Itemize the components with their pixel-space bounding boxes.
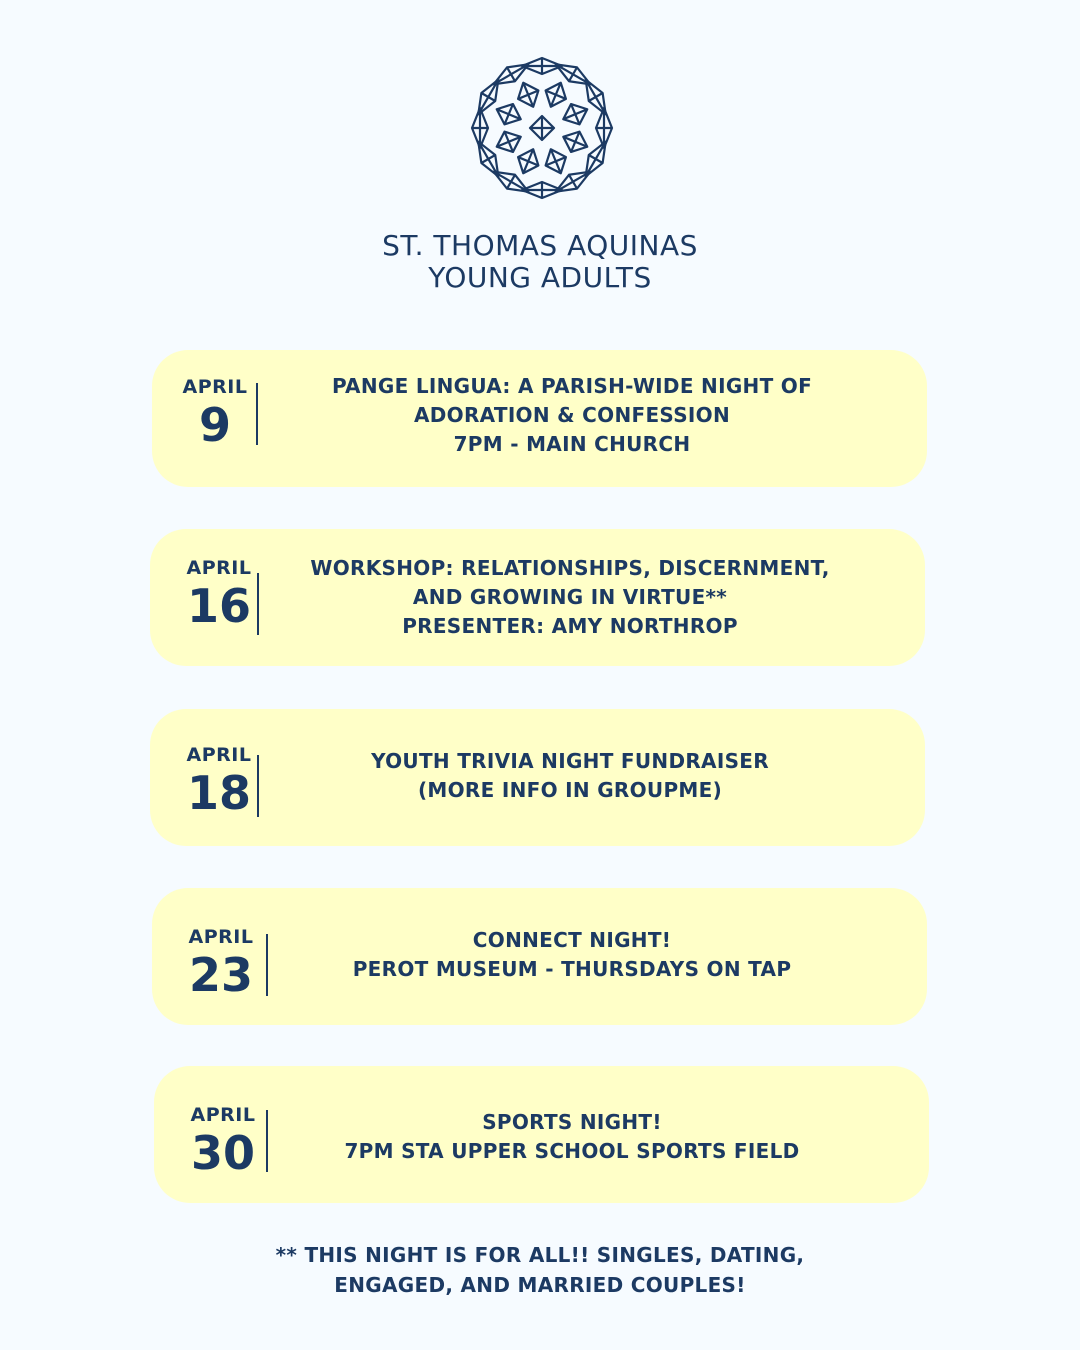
organization-title — [0, 230, 1080, 294]
event-line: PANGE LINGUA: A PARISH-WIDE NIGHT OF — [331, 374, 813, 398]
event-line: AND GROWING IN VIRTUE** — [412, 585, 728, 609]
event-line: PRESENTER: AMY NORTHROP — [402, 614, 738, 638]
footnote — [0, 1240, 1080, 1300]
event-month: APRIL — [182, 376, 248, 398]
event-card-april-18 — [150, 709, 925, 846]
event-details — [270, 926, 874, 984]
geometric-rosette-logo-icon — [458, 44, 626, 212]
event-line: 7PM STA UPPER SCHOOL SPORTS FIELD — [344, 1139, 800, 1163]
event-month: APRIL — [186, 557, 252, 579]
date-divider — [266, 934, 268, 996]
date-divider — [266, 1110, 268, 1172]
event-card-april-16 — [150, 529, 925, 666]
event-line: WORKSHOP: RELATIONSHIPS, DISCERNMENT, — [310, 556, 830, 580]
event-details — [270, 747, 870, 805]
event-card-april-23 — [152, 888, 927, 1025]
date-divider — [257, 573, 259, 635]
event-line: ADORATION & CONFESSION — [413, 403, 731, 427]
event-line: SPORTS NIGHT! — [482, 1110, 662, 1134]
event-month: APRIL — [190, 1104, 256, 1126]
event-day: 23 — [188, 948, 253, 1002]
event-month: APRIL — [186, 744, 252, 766]
event-line: CONNECT NIGHT! — [472, 928, 672, 952]
date-divider — [256, 383, 258, 445]
event-line: (MORE INFO IN GROUPME) — [417, 778, 723, 802]
event-date — [178, 744, 260, 818]
event-date — [180, 926, 262, 1000]
footnote-line-2: ENGAGED, AND MARRIED COUPLES! — [334, 1273, 746, 1297]
event-date — [178, 557, 260, 631]
event-card-april-9 — [152, 350, 927, 487]
event-day: 18 — [186, 766, 251, 820]
date-divider — [257, 755, 259, 817]
organization-title-line-2: YOUNG ADULTS — [428, 261, 652, 294]
event-line: YOUTH TRIVIA NIGHT FUNDRAISER — [371, 749, 769, 773]
event-day: 9 — [198, 398, 231, 452]
event-details — [270, 554, 870, 641]
event-line: 7PM - MAIN CHURCH — [453, 432, 691, 456]
event-month: APRIL — [188, 926, 254, 948]
footnote-line-1: ** THIS NIGHT IS FOR ALL!! SINGLES, DATING, — [275, 1243, 805, 1267]
event-date — [182, 1104, 264, 1178]
event-date — [180, 376, 250, 450]
event-day: 30 — [190, 1126, 255, 1180]
event-line: PEROT MUSEUM - THURSDAYS ON TAP — [352, 957, 792, 981]
event-card-april-30 — [154, 1066, 929, 1203]
event-day: 16 — [186, 579, 251, 633]
event-details — [270, 372, 874, 459]
event-details — [270, 1108, 874, 1166]
organization-title-line-1: ST. THOMAS AQUINAS — [382, 229, 698, 262]
